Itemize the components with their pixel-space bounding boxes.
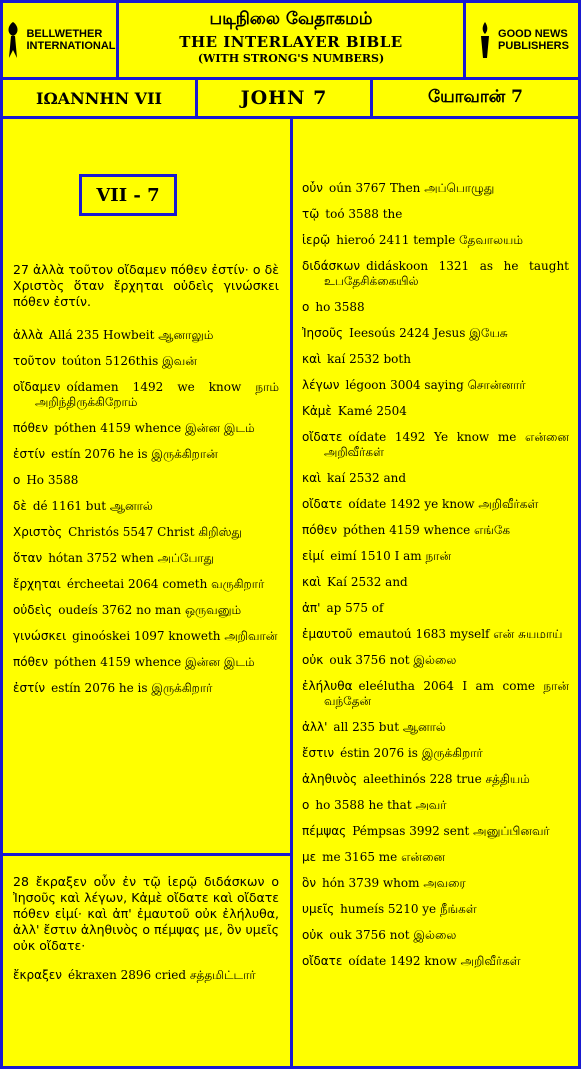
entry-gloss: Kamé 2504 [337,404,407,418]
greek-word: ἀπ' [302,601,321,615]
entry-gloss: ginoóskei 1097 knoweth அறிவான் [72,629,278,643]
greek-word: καὶ [302,471,322,485]
greek-word: Κἀμὲ [302,404,332,418]
lexicon-entry [302,549,569,564]
english-book-text: JOHN 7 [240,87,328,109]
entry-gloss: oídamen 1492 we know நாம் அறிந்திருக்கிறோம் [35,380,279,409]
greek-word: ο [302,798,310,812]
lexicon-entry [302,326,569,341]
greek-word: ο [13,473,21,487]
tamil-book-text: யோவான் 7 [428,87,523,107]
entry-gloss: Pémpsas 3992 sent அனுப்பினவர் [352,824,550,838]
entry-gloss: eleélutha 2064 I am come நான் வந்தேன் [324,679,569,708]
lexicon-entry [302,497,569,512]
right-entries [302,181,569,969]
lexicon-entry [302,404,569,419]
entry-gloss: humeís 5210 ye நீங்கள் [340,902,477,916]
lexicon-entry [302,601,569,616]
entry-gloss: ouk 3756 not இல்லை [329,653,457,667]
entry-gloss: all 235 but ஆனால் [333,720,446,734]
lexicon-entry [302,902,569,917]
greek-word: υμεῖς [302,902,335,916]
entry-gloss: Ieesoús 2424 Jesus இயேசு [349,326,508,340]
entry-gloss: oídate 1492 know அறிவீர்கள் [348,954,521,968]
greek-word: οὖν [302,181,323,195]
title-panel [116,0,466,80]
entry-gloss: légoon 3004 saying சொன்னார் [345,378,526,392]
lexicon-entry [302,378,569,393]
greek-word: διδάσκων [302,259,361,273]
lexicon-entry [13,655,279,670]
lexicon-entry [302,575,569,590]
lexicon-entry [13,525,279,540]
greek-word: οἴδατε [302,497,343,511]
lexicon-entry [302,928,569,943]
right-column [302,181,569,1061]
greek-word: πέμψας [302,824,347,838]
greek-word: τοῦτον [13,354,56,368]
entry-gloss: kaí 2532 and [327,471,407,485]
greek-word: ἐστίν [13,681,46,695]
lexicon-entry [302,233,569,248]
greek-book-text: ΙΩΑΝΝΗΝ VII [35,88,163,108]
greek-word: ἐμαυτοῦ [302,627,353,641]
title-tamil: படிநிலை வேதாகமம் [209,9,373,29]
greek-word: ἐλήλυθα [302,679,353,693]
lexicon-entry [13,603,279,618]
lexicon-entry [302,352,569,367]
verse-28-text: 28 ἔκραξεν οὖν ἐν τῷ ἱερῷ διδάσκων ο Ἰησοῦς καὶ λέγων, Κἀμὲ οἴδατε καὶ οἴδατε πόθεν εἰμί· καὶ ἀπ' ἐμαυτοῦ οὐκ ἐλήλυθα, ἀλλ' ἔστιν ἀληθινὸς ο πέμψας με, ὃν υμεῖς οὐκ οἴδατε· [13,874,279,953]
greek-word: ὃν [302,876,317,890]
entry-gloss: eimí 1510 I am நான் [330,549,452,563]
greek-word: ἀλλὰ [13,328,44,342]
entry-gloss: estín 2076 he is இருக்கிறான் [51,447,218,461]
entry-gloss: ékraxen 2896 cried சத்தமிட்டார் [67,968,256,982]
greek-word: ἔκραξεν [13,968,62,982]
greek-word: ἀλλ' [302,720,328,734]
greek-word: ὅταν [13,551,43,565]
entry-gloss: éstin 2076 is இருக்கிறார் [340,746,483,760]
entry-gloss: Ho 3588 [26,473,79,487]
bellwether-logo [0,0,119,80]
entry-gloss: toó 3588 the [325,207,403,221]
entry-gloss: hón 3739 whom அவரை [322,876,466,890]
entry-gloss: ho 3588 he that அவர் [315,798,447,812]
greek-word: οἴδατε [302,954,343,968]
entry-gloss: didáskoon 1321 as he taught உபதேசிக்கையில் [324,259,569,288]
entry-gloss: oídate 1492 Ye know me என்னை அறிவீர்கள் [324,430,569,459]
greek-word: Ἰησοῦς [302,326,344,340]
left-logo-line1: BELLWETHER [26,28,103,40]
greek-word: ἔρχηται [13,577,61,591]
entry-gloss: Allá 235 Howbeit ஆனாலும் [49,328,214,342]
lexicon-entry [302,207,569,222]
lexicon-entry [302,471,569,486]
greek-word: πόθεν [13,655,49,669]
tamil-book-label [370,77,581,119]
greek-word: οὐκ [302,928,324,942]
left-lower-column [13,874,279,1059]
entry-gloss: ouk 3756 not இல்லை [329,928,457,942]
lexicon-entry [13,447,279,462]
lexicon-entry [302,746,569,761]
entry-gloss: oudeís 3762 no man ஒருவனும் [58,603,242,617]
greek-word: με [302,850,317,864]
entry-gloss: emautoú 1683 myself என் சுயமாய் [358,627,563,641]
entry-gloss: hótan 3752 when அப்போது [48,551,215,565]
greek-word: καὶ [302,352,322,366]
english-book-label [195,77,373,119]
lexicon-entry [302,876,569,891]
lexicon-entry [302,181,569,196]
lexicon-entry [13,380,279,410]
lexicon-entry [13,421,279,436]
entry-gloss: toúton 5126this இவன் [61,354,197,368]
entry-gloss: ércheetai 2064 cometh வருகிறார் [66,577,265,591]
left-lower-entries [13,968,279,983]
lexicon-entry [302,627,569,642]
greek-word: πόθεν [302,523,338,537]
lexicon-entry [13,577,279,592]
greek-word: ο [302,300,310,314]
entry-gloss: hieroó 2411 temple தேவாலயம் [336,233,523,247]
title-subtitle: (WITH STRONG'S NUMBERS) [197,52,385,65]
greek-word: λέγων [302,378,340,392]
entry-gloss: Christós 5547 Christ கிறிஸ்து [68,525,242,539]
lexicon-entry [302,430,569,460]
greek-word: Χριστὸς [13,525,63,539]
greek-word: δὲ [13,499,27,513]
lexicon-entry [302,259,569,289]
entry-gloss: ap 575 of [326,601,384,615]
chapter-label: VII - 7 [79,174,177,216]
greek-word: οὐκ [302,653,324,667]
entry-gloss: estín 2076 he is இருக்கிறார் [51,681,213,695]
lexicon-entry [302,300,569,315]
greek-word: ἔστιν [302,746,335,760]
lexicon-entry [302,772,569,787]
greek-word: οἴδατε [302,430,343,444]
ram-icon [3,20,23,60]
entry-gloss: aleethinós 228 true சத்தியம் [363,772,530,786]
greek-word: οὐδεὶς [13,603,53,617]
lexicon-entry [13,499,279,514]
greek-book-label [0,77,198,119]
entry-gloss: me 3165 me என்னை [322,850,446,864]
lexicon-entry [302,679,569,709]
greek-word: ἐστίν [13,447,46,461]
left-upper-entries [13,328,279,696]
lexicon-entry [302,824,569,839]
lexicon-entry [13,473,279,488]
title-english: THE INTERLAYER BIBLE [179,33,403,51]
lexicon-entry [302,653,569,668]
greek-word: γινώσκει [13,629,67,643]
lexicon-entry [13,354,279,369]
entry-gloss: ho 3588 [315,300,365,314]
entry-gloss: póthen 4159 whence இன்ன இடம் [54,421,255,435]
greek-word: ἱερῷ [302,233,331,247]
lexicon-entry [13,328,279,343]
lexicon-entry [13,968,279,983]
entry-gloss: Kaí 2532 and [327,575,408,589]
lexicon-entry [302,523,569,538]
good-news-logo [463,0,581,80]
lexicon-entry [302,954,569,969]
left-logo-line2: INTERNATIONAL [26,40,116,52]
entry-gloss: oídate 1492 ye know அறிவீர்கள் [348,497,539,511]
greek-word: οἴδαμεν [13,380,61,394]
entry-gloss: oún 3767 Then அப்பொழுது [329,181,495,195]
right-logo-line1: GOOD NEWS [498,28,568,40]
lexicon-entry [302,720,569,735]
lexicon-entry [13,629,279,644]
lexicon-entry [302,850,569,865]
greek-word: τῷ [302,207,320,221]
greek-word: ἀληθινὸς [302,772,358,786]
verse-27-text: 27 ἀλλὰ τοῦτον οἴδαμεν πόθεν ἐστίν· ο δὲ Χριστὸς ὅταν ἔρχηται οὐδεὶς γινώσκει πόθεν ἐστίν. [13,262,279,309]
greek-word: πόθεν [13,421,49,435]
entry-gloss: póthen 4159 whence இன்ன இடம் [54,655,255,669]
entry-gloss: póthen 4159 whence எங்கே [343,523,511,537]
entry-gloss: dé 1161 but ஆனால் [32,499,153,513]
greek-word: καὶ [302,575,322,589]
greek-word: εἰμί [302,549,325,563]
right-logo-line2: PUBLISHERS [498,40,569,52]
lexicon-entry [302,798,569,813]
lexicon-entry [13,681,279,696]
torch-icon [475,20,495,60]
left-upper-column [13,262,279,846]
entry-gloss: kaí 2532 both [327,352,411,366]
lexicon-entry [13,551,279,566]
